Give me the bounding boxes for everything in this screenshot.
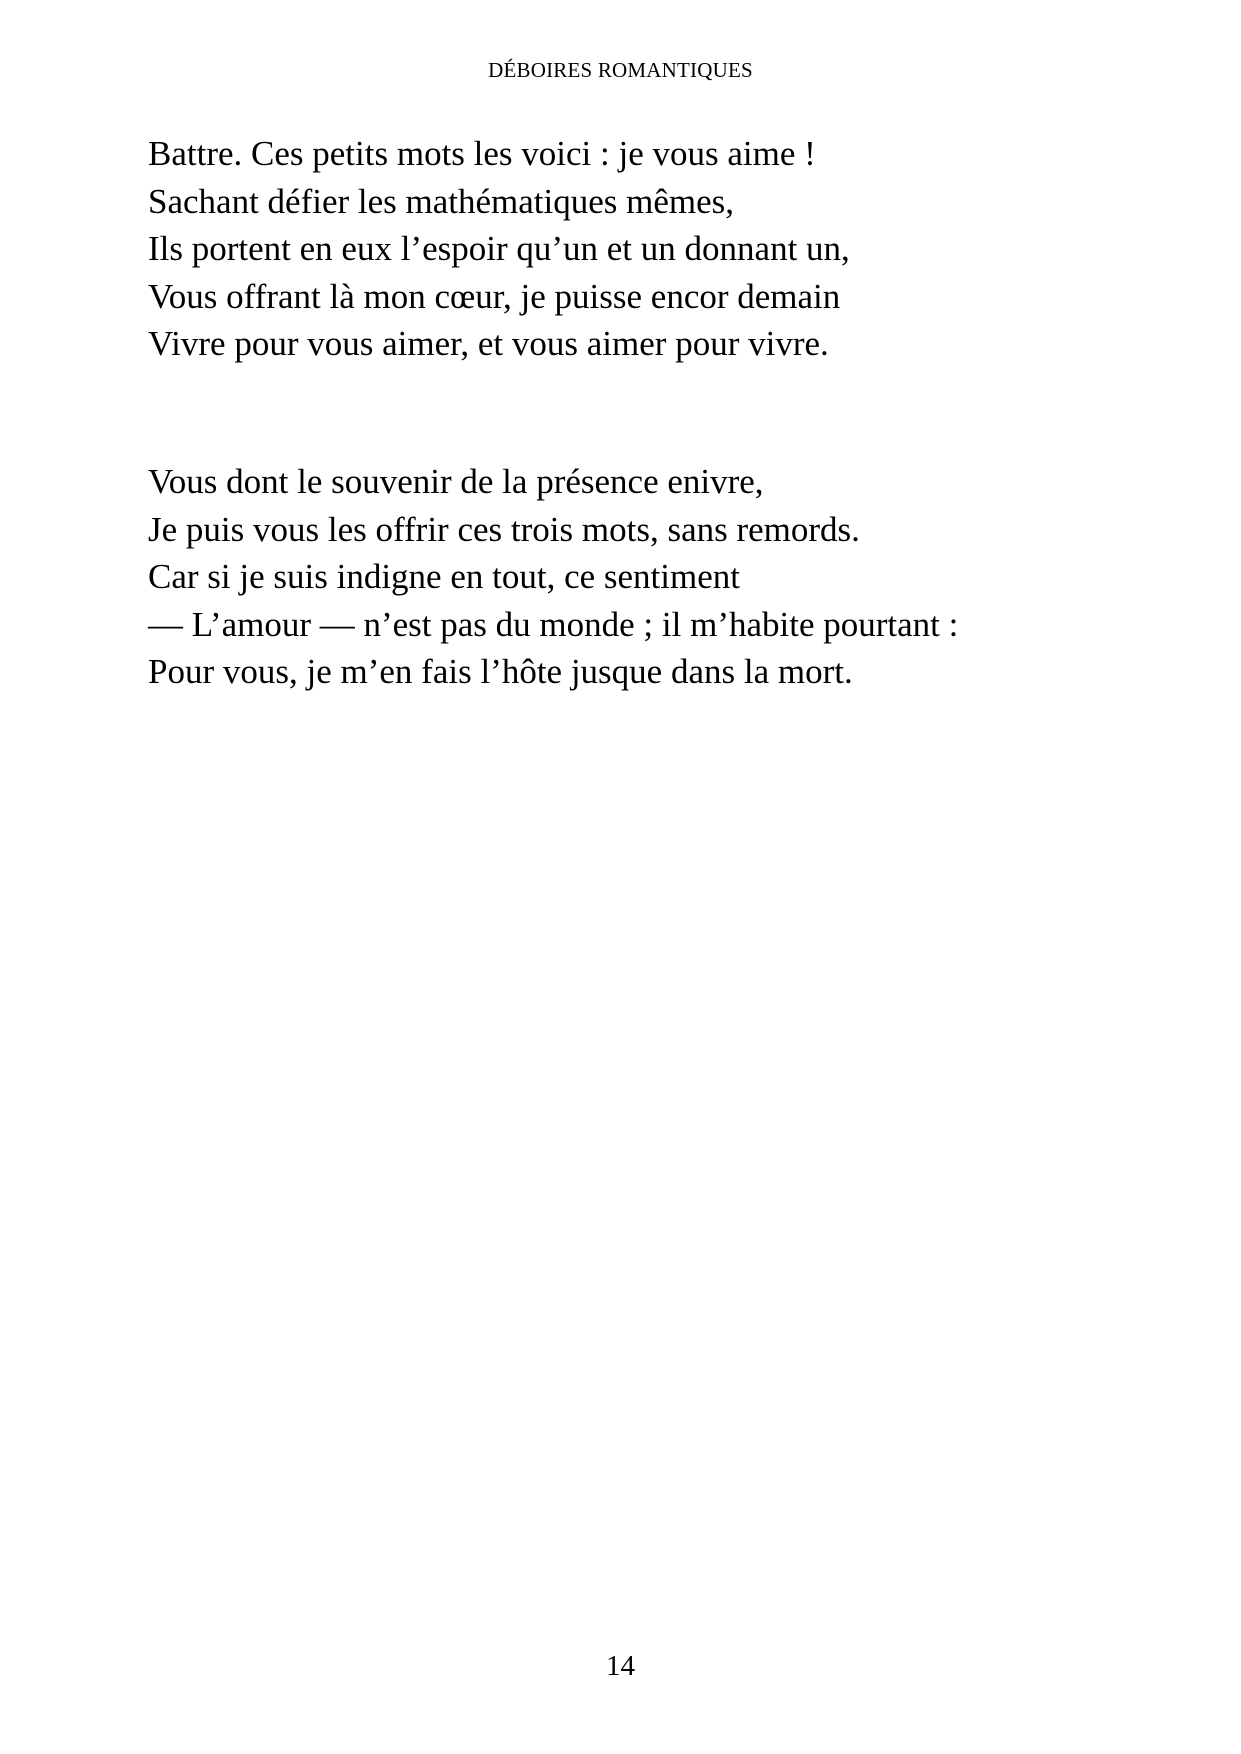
verse-line: Vous offrant là mon cœur, je puisse encor demain <box>148 276 841 316</box>
verse-line: Sachant défier les mathématiques mêmes, <box>148 181 735 221</box>
verse-line: — L’amour — n’est pas du monde ; il m’habite pourtant : <box>148 604 959 644</box>
stanza-1 <box>148 130 1148 368</box>
verse-line: Vivre pour vous aimer, et vous aimer pour vivre. <box>148 324 829 363</box>
running-header-title: DÉBOIRES ROMANTIQUES <box>488 58 753 82</box>
verse-line: Car si je suis indigne en tout, ce sentiment <box>148 557 740 596</box>
verse-line: Je puis vous les offrir ces trois mots, sans remords. <box>148 509 860 549</box>
verse-line: Ils portent en eux l’espoir qu’un et un donnant un, <box>148 229 850 268</box>
stanza-2 <box>148 458 1148 696</box>
page-number: 14 <box>606 1650 635 1682</box>
verse-line: Battre. Ces petits mots les voici : je vous aime ! <box>148 134 816 173</box>
verse-line: Pour vous, je m’en fais l’hôte jusque dans la mort. <box>148 652 853 691</box>
verse-line: Vous dont le souvenir de la présence enivre, <box>148 462 764 501</box>
